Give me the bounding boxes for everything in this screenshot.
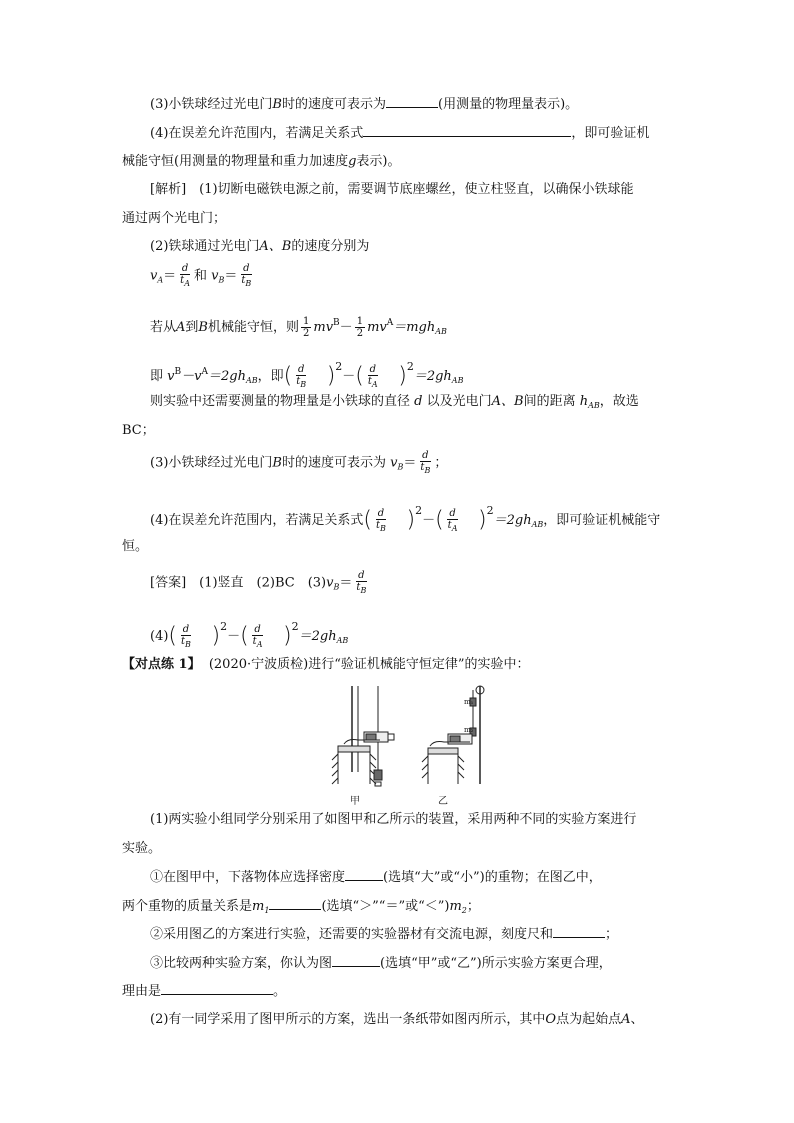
answer-line: [答案] (1)竖直 (2)BC $(3)v_B=$ $\frac{d}{t_B}$ [150,570,367,595]
answer-blank[interactable] [269,897,321,910]
answer-blank[interactable] [345,868,383,881]
answer-4: (4)( $\frac{d}{t_B}$ )$^2$－( $\frac{d}{t_A}$ )$^2=2gh_{AB}$ [150,620,349,649]
answer-blank[interactable] [386,95,438,108]
practice-q1-3: ③比较两种实验方案，你认为图 (选填“甲”或“乙”)所示实验方案更合理， [150,956,612,971]
analysis-3: (3)小铁球经过光电门B时的速度可表示为 $v_B=$ $\frac{d}{t_B}$ ； [150,450,448,475]
conservation-line: 若从A到B机械能守恒，则 $\frac{1}{2}$ $mv^B-$ $\frac{1}{2}$ $mv^A=mgh_{AB}$ [150,316,447,339]
label-jia: 甲 [350,796,360,807]
label-m2: m₂ [464,726,474,734]
q3-line: (3)小铁球经过光电门B时的速度可表示为 (用测量的物理量表示)。 [150,97,579,112]
practice-q1-2: ②采用图乙的方案进行实验，还需要的实验器材有交流电源，刻度尺和 ； [150,927,619,942]
answer-blank[interactable] [363,124,571,137]
practice-q1-1: ①在图甲中，下落物体应选择密度 (选填“大”或“小”)的重物；在图乙中， [150,870,602,885]
answer-blank[interactable] [332,954,380,967]
practice-q1-1b: 两个重物的质量关系是$m_1$ (选填“＞”“＝”或“$<”)m_2$； [122,899,480,915]
analysis-4: (4)在误差允许范围内，若满足关系式( $\frac{d}{t_B}$ )$^2$－( $\frac{d}{t_A}$ )$^2=2gh_{AB}$，即可验证机械能守 [150,504,661,533]
practice-q1-3b: 理由是 。 [122,984,287,999]
figure-jia [332,686,394,786]
analysis-4b: 恒。 [122,539,149,554]
practice-heading: 【对点练 1】 (2020·宁波质检)进行“验证机械能守恒定律”的实验中： [122,657,530,672]
label-m1: m₁ [464,698,474,706]
analysis-1b: 通过两个光电门； [122,211,227,226]
analysis-need-b: BC； [122,423,155,438]
answer-blank[interactable] [553,925,605,938]
analysis-1: [解析] (1)切断电磁铁电源之前，需要调节底座螺丝，使立柱竖直，以确保小铁球能 [150,182,634,197]
practice-q1: (1)两实验小组同学分别采用了如图甲和乙所示的装置，采用两种不同的实验方案进行 [150,812,637,827]
practice-q2: (2)有一同学采用了图甲所示的方案，选出一条纸带如图丙所示，其中O点为起始点A、 [150,1012,644,1027]
label-yi: 乙 [438,796,448,807]
analysis-need: 则实验中还需要测量的物理量是小铁球的直径 d 以及光电门A、B间的距离 $h_{AB}$，故选 [150,394,639,410]
answer-blank[interactable] [161,982,273,995]
practice-q1b: 实验。 [122,841,162,856]
apparatus-figure [330,684,500,810]
analysis-2: (2)铁球通过光电门A、B的速度分别为 [150,239,370,254]
velocity-formula: $v_A=$ $\frac{d}{t_A}$ 和 $v_B=$ $\frac{d}{t_B}$ [150,263,252,288]
figure-yi [422,686,484,784]
q4-line-2: 械能守恒(用测量的物理量和重力加速度g表示)。 [122,154,401,169]
q4-line: (4)在误差允许范围内，若满足关系式 ，即可验证机 [150,126,650,141]
derived-equation: 即 $v^B-v^A=2gh_{AB}$，即( $\frac{d}{t_B}$ )$^2$－( $\frac{d}{t_A}$ )$^2=2gh_{AB}$ [150,360,464,389]
